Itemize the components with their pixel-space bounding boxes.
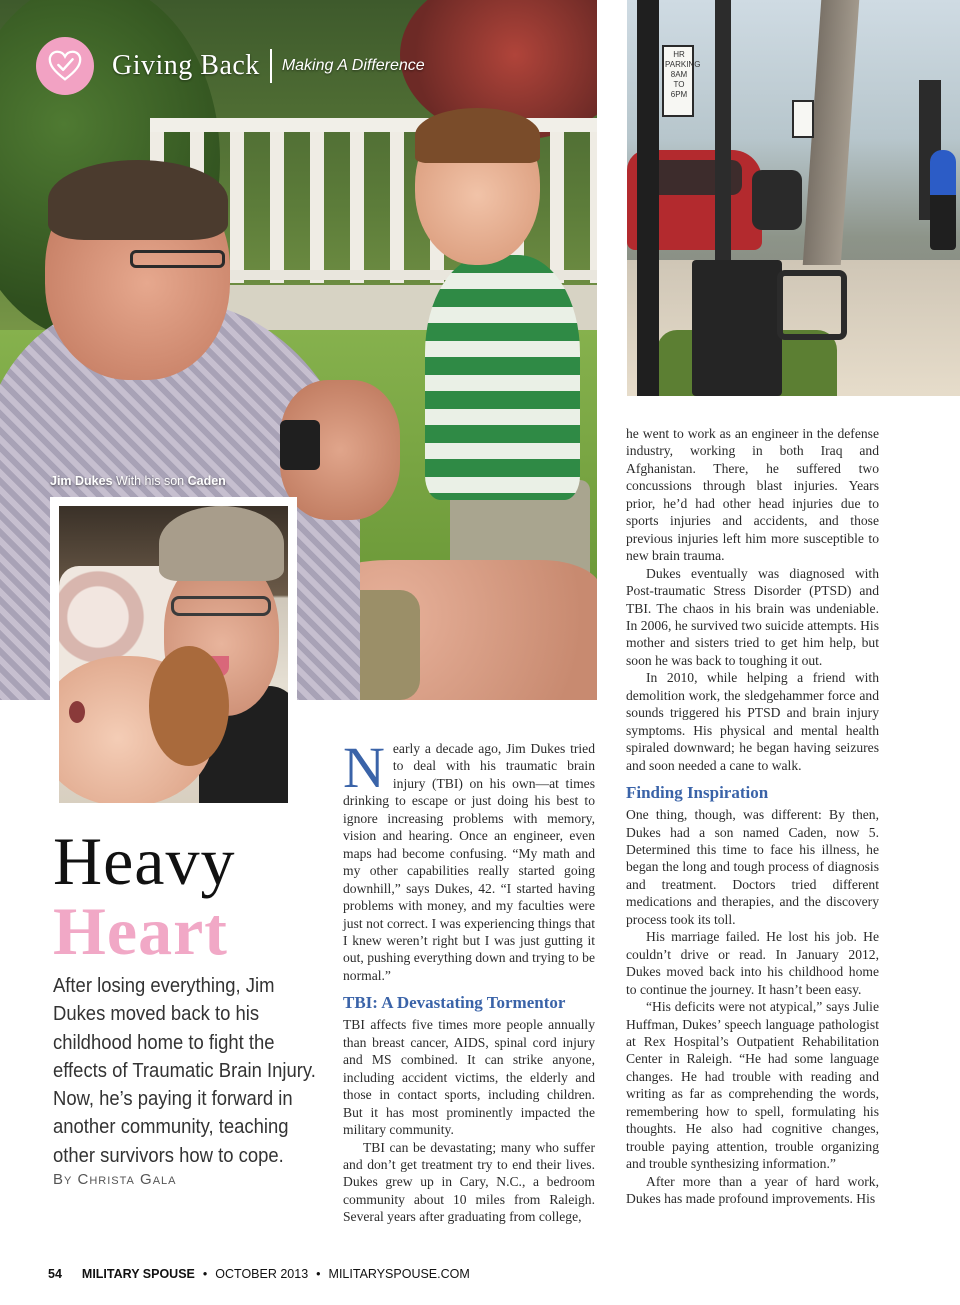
paragraph: One thing, though, was different: By then, Dukes had a son named Caden, now 5. Determined this time to face his illness, he began the long and tough process of diagnosis and treatment. Doctors tried different medications and therapies, and the discovery process took its toll. (626, 807, 879, 927)
inset-photo (50, 497, 297, 812)
paragraph: Dukes eventually was diagnosed with Post-traumatic Stress Disorder (PTSD) and TBI. The chaos in his brain was undeniable. In 2006, he survived two suicide attempts. His mother and sisters tried to get him help, but soon he was back to toughing it out. (626, 565, 879, 668)
paragraph: he went to work as an engineer in the defense industry, working in both Iraq and Afghanistan. There, he suffered two concussions through blast injuries. Years prior, he’d had other head injuries due to sports injuries and accidents, and those previous injuries left him more susceptible to new brain trauma. (626, 426, 879, 564)
intro-paragraph (343, 735, 595, 984)
parking-sign-text: HR PARKING 8AM TO 6PM (665, 50, 701, 99)
article-column-right (626, 425, 879, 1207)
intro-text: early a decade ago, Jim Dukes tried to deal with his traumatic brain injury (TBI) on his own—at times drinking to escape or just doing his best to ignore increasing problems with memory, vision and hearing. Once an engineer, even maps had become confusing. “My math and my other capabilities really started going downhill,” says Dukes, 42. “I started having problems with money, and my faculties were just not correct. I was experiencing things that I knew weren’t right but I was just gutting it out, pushing everything down and trying to be normal.” (343, 741, 595, 983)
magazine-name: MILITARY SPOUSE (81, 1267, 195, 1281)
caption-text: With his son (116, 474, 185, 488)
section-title: Giving Back (112, 50, 260, 81)
website: MILITARYSPOUSE.COM (328, 1267, 470, 1281)
photo-caption (50, 474, 226, 488)
caption-son: Caden (187, 474, 226, 488)
section-subtitle: Making A Difference (281, 57, 425, 74)
page-number: 54 (48, 1267, 62, 1281)
paragraph: After more than a year of hard work, Dukes has made profound improvements. His (626, 1173, 879, 1207)
separator: • (316, 1267, 321, 1281)
paragraph: TBI can be devastating; many who suffer and don’t get treatment try to end their lives. Dukes grew up in Cary, N.C., a bedroom community about 10 miles from Raleigh. Several years after graduating from college, (343, 1139, 595, 1225)
drop-cap: N (343, 735, 385, 800)
paragraph: “His deficits were not atypical,” says Julie Huffman, Dukes’ speech language pathologist at Rex Hospital’s Outpatient Rehabilitation Center in Raleigh. “He had some language changes. He had trouble with reading and writing as far as comprehending the words, remembering how to spell, formulating his thoughts. He also had cognitive changes, trouble paying attention, trouble organizing and trouble synthesizing information.” (626, 999, 879, 1172)
byline: By Christa Gala (53, 1171, 177, 1188)
headline-line-2: Heart (53, 893, 228, 969)
subhead-finding-inspiration: Finding Inspiration (626, 783, 769, 803)
subhead-tbi: TBI: A Devastating Tormentor (343, 993, 566, 1013)
section-header (36, 36, 425, 96)
heart-check-icon (36, 37, 94, 95)
issue-date: OCTOBER 2013 (215, 1267, 309, 1281)
caption-name: Jim Dukes (50, 474, 113, 488)
paragraph: In 2010, while helping a friend with demolition work, the sledgehammer force and sounds triggered his PTSD and brain injury symptoms. His physical and mental health spiraled downward; he began having seizures and soon needed a cane to walk. (626, 670, 879, 773)
headline-line-1: Heavy (53, 823, 236, 899)
separator: • (202, 1267, 208, 1281)
article-column-middle (343, 735, 595, 1226)
street-photo (627, 0, 960, 396)
paragraph: His marriage failed. He lost his job. He couldn’t drive or read. In January 2012, Dukes moved back into his childhood home to continue the journey. It hasn’t been easy. (626, 929, 879, 997)
section-divider (270, 49, 272, 83)
article-deck: After losing everything, Jim Dukes moved back to his childhood home to fight the effects of Traumatic Brain Injury. Now, he’s paying it forward in another community, teaching other survivors how to cope. (53, 974, 316, 1167)
paragraph: TBI affects five times more people annually than breast cancer, AIDS, spinal cord injury and MS combined. It can strike anyone, including accident victims, the elderly and those in contact sports, including children. But it has most prominently impacted the military community. (343, 1017, 595, 1138)
page-footer (48, 1267, 470, 1281)
